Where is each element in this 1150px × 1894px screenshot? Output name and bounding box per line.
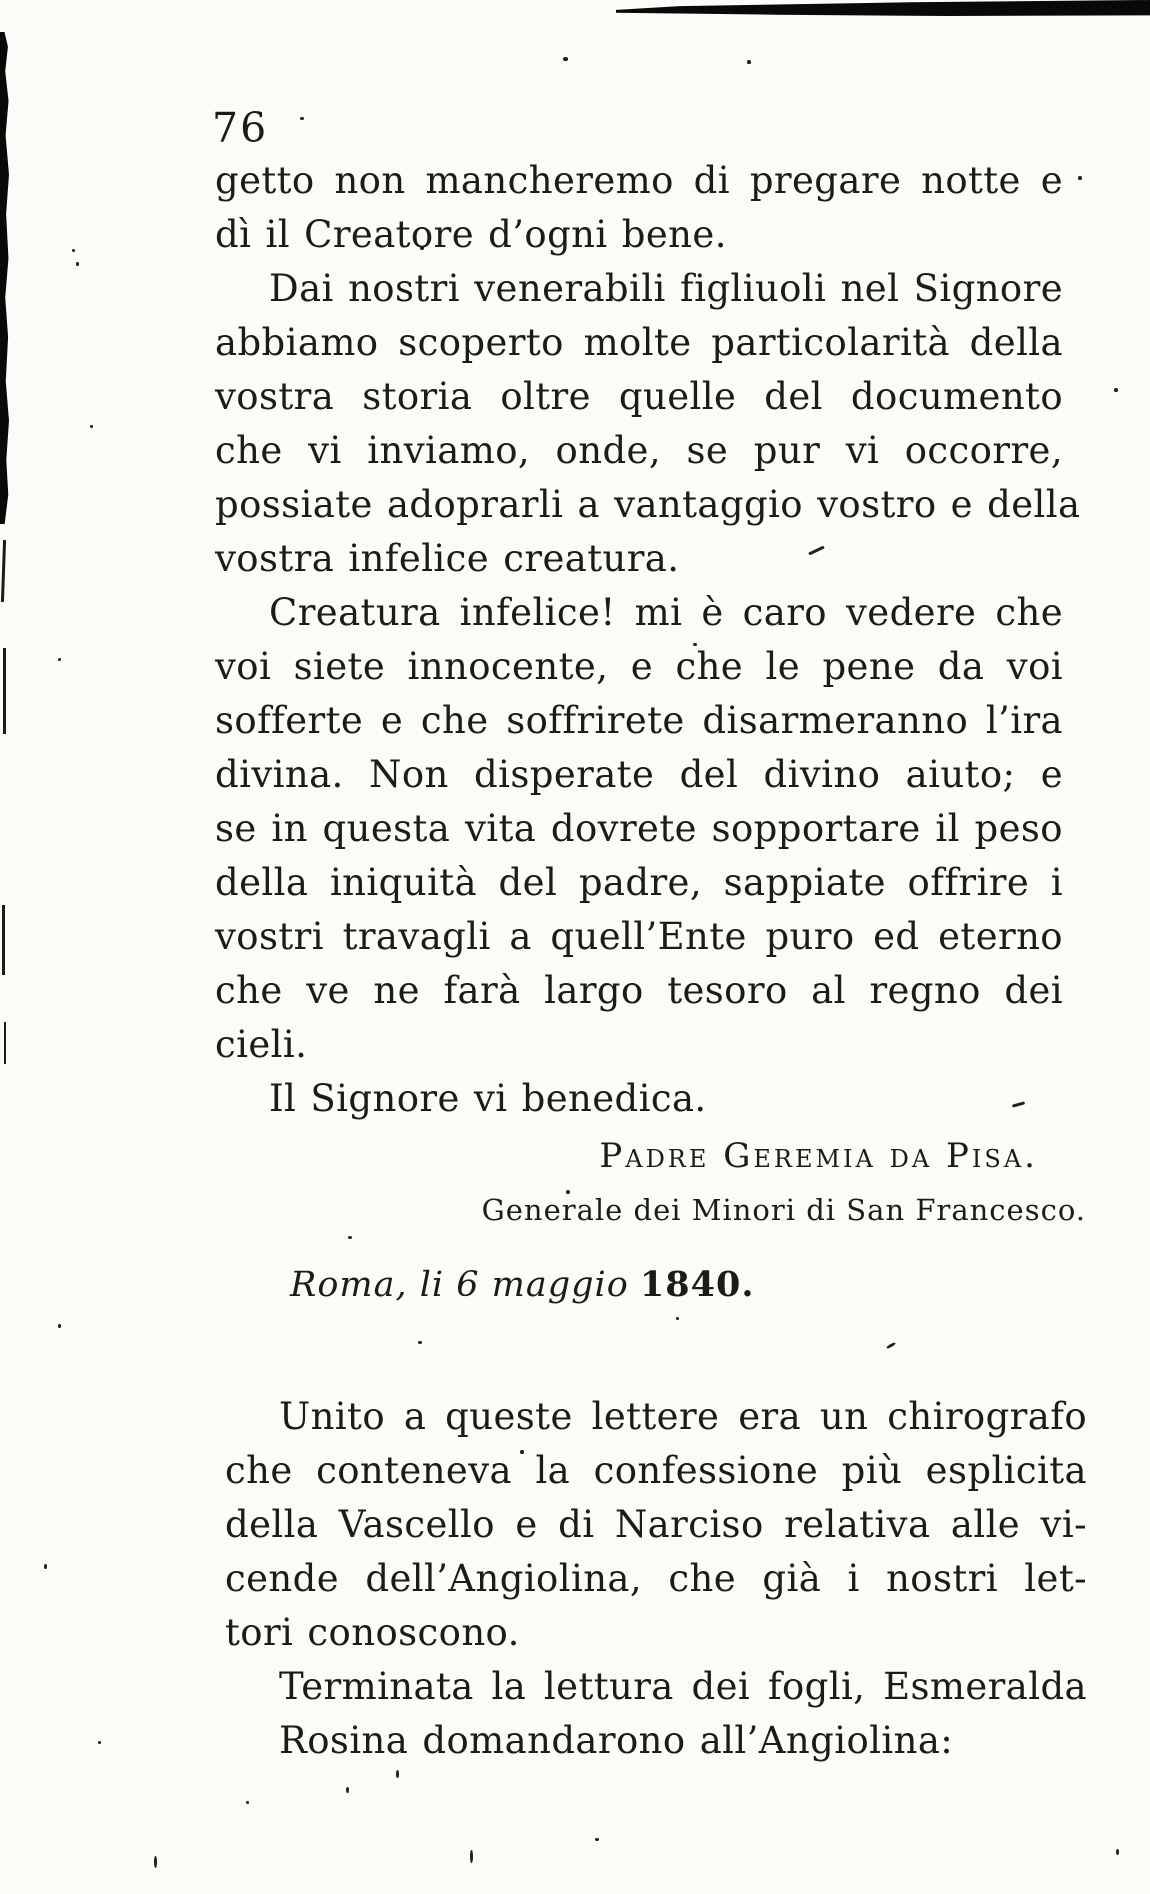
letter-line: se in questa vita dovrete sopportare il peso: [215, 807, 1063, 850]
scan-speck: [470, 1850, 473, 1863]
scan-speck: [396, 1770, 399, 1778]
dateline: [290, 1264, 755, 1305]
scan-speck: [1078, 176, 1082, 180]
scan-speck: [1114, 388, 1118, 392]
letter-line: vostri travagli a quell’Ente puro ed eterno: [215, 915, 1063, 958]
scan-speck: [90, 425, 93, 428]
signature-title: Generale dei Minori di San Francesco.: [481, 1193, 1086, 1227]
scan-speck: [1116, 1849, 1119, 1855]
narration-line: tori conoscono.: [225, 1611, 520, 1654]
narration-line: che conteneva la confessione più esplicita: [225, 1449, 1087, 1492]
scan-edge-mark: [2, 905, 5, 975]
narration-line: della Vascello e di Narciso relativa alle vi-: [225, 1503, 1087, 1546]
letter-line: vostra storia oltre quelle del documento: [215, 375, 1063, 418]
letter-line: voi siete innocente, e che le pene da voi: [215, 645, 1063, 688]
scan-speck: [98, 1741, 101, 1744]
scan-speck: [154, 1856, 157, 1868]
letter-line: della iniquità del padre, sappiate offrire i: [215, 861, 1063, 904]
letter-line: Dai nostri venerabili figliuoli nel Signore: [269, 267, 1063, 310]
scan-speck: [563, 57, 568, 61]
narration-line: Unito a queste lettere era un chirografo: [279, 1395, 1087, 1438]
scan-speck: [348, 1236, 352, 1239]
scan-speck: [418, 1341, 422, 1344]
narration-line: Rosina domandarono all’Angiolina:: [279, 1719, 954, 1762]
narration-body: [225, 1390, 1087, 1768]
scan-speck: [76, 262, 79, 266]
letter-line: che ve ne farà largo tesoro al regno dei: [215, 969, 1063, 1012]
scan-speck: [300, 117, 304, 120]
letter-line: vostra infelice creatura.: [215, 537, 680, 580]
narration-line: cende dell’Angiolina, che già i nostri let-: [225, 1557, 1087, 1600]
signature-name: Padre Geremia da Pisa.: [599, 1136, 1038, 1176]
scan-edge-mark: [4, 1022, 6, 1064]
page-number: 76: [212, 104, 269, 152]
letter-line: Il Signore vi benedica.: [269, 1077, 707, 1120]
letter-line: possiate adoprarli a vantaggio vostro e della: [215, 483, 1081, 526]
scan-speck: [595, 1838, 599, 1841]
scan-speck: [747, 60, 751, 64]
scan-speck: [346, 1787, 349, 1793]
scan-speck: [58, 1324, 61, 1328]
scan-speck: [676, 1317, 679, 1320]
scan-speck: [58, 658, 61, 661]
letter-line: cieli.: [215, 1023, 308, 1066]
scan-speck: [246, 1801, 249, 1804]
scan-edge-mark: [3, 648, 6, 734]
scan-edge-mark: [1, 540, 6, 602]
scan-edge-artifact-left: [0, 32, 9, 524]
letter-line: getto non mancheremo di pregare notte e: [215, 159, 1063, 202]
narration-line: Terminata la lettura dei fogli, Esmeralda: [279, 1665, 1087, 1708]
scan-edge-artifact-top: [616, 0, 1150, 16]
letter-line: dì il Creatore d’ogni bene.: [215, 213, 727, 256]
letter-line: Creatura infelice! mi è caro vedere che: [269, 591, 1063, 634]
dateline-place: Roma, li 6 maggio: [290, 1265, 629, 1305]
letter-line: che vi inviamo, onde, se pur vi occorre,: [215, 429, 1063, 472]
scan-dash: [886, 1342, 896, 1350]
scan-speck: [44, 1564, 47, 1569]
letter-line: abbiamo scoperto molte particolarità della: [215, 321, 1063, 364]
scan-speck: [72, 249, 75, 252]
dateline-year: 1840.: [639, 1264, 755, 1305]
letter-body: [215, 154, 1081, 1126]
letter-line: sofferte e che soffrirete disarmeranno l’ira: [215, 699, 1063, 742]
letter-line: divina. Non disperate del divino aiuto; e: [215, 753, 1063, 796]
